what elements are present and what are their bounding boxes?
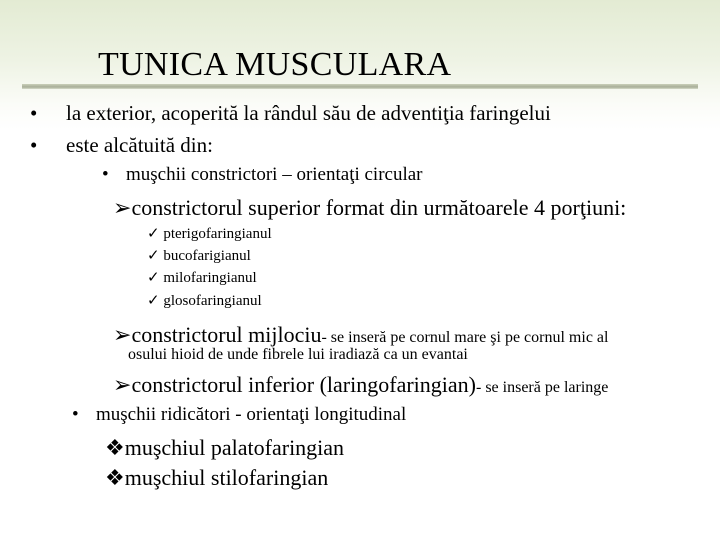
constrictor-inferior-item xyxy=(113,372,608,398)
ridicator-item xyxy=(105,435,344,461)
constrictor-superior-item xyxy=(113,195,626,221)
part-label: milofaringianul xyxy=(163,270,257,286)
bullet-exterior: la exterior, acoperită la rândul său de adventiţia faringelui xyxy=(66,101,551,125)
ridicator-label: muşchiul stilofaringian xyxy=(124,465,329,490)
constrictori-heading: muşchii constrictori – orientaţi circular xyxy=(126,164,423,185)
bullet-icon: • xyxy=(30,133,38,157)
ridicatori-heading: muşchii ridicători - orientaţi longitudinal xyxy=(96,404,407,425)
constrictor-inferior-main: constrictorul inferior (laringofaringian) xyxy=(131,372,476,397)
part-item xyxy=(147,268,257,287)
part-item xyxy=(147,246,251,265)
title-divider xyxy=(22,84,698,89)
arrow-icon: ➢ xyxy=(113,323,132,348)
part-item xyxy=(147,291,262,310)
arrow-icon: ➢ xyxy=(113,373,132,398)
slide-title: TUNICA MUSCULARA xyxy=(98,46,452,83)
constrictor-mijlociu-main: constrictorul mijlociu xyxy=(131,322,322,347)
bullet-icon: • xyxy=(102,164,109,185)
diamond-icon: ❖ xyxy=(105,436,125,461)
part-label: pterigofaringianul xyxy=(163,226,272,242)
constrictor-superior-text: constrictorul superior format din următoarele 4 porţiuni: xyxy=(131,195,627,220)
part-label: bucofarigianul xyxy=(163,248,251,264)
diamond-icon: ❖ xyxy=(105,466,125,491)
check-icon: ✓ xyxy=(147,291,160,309)
check-icon: ✓ xyxy=(147,246,160,264)
bullet-icon: • xyxy=(72,404,79,425)
constrictor-inferior-detail: - se inseră pe laringe xyxy=(475,379,609,396)
part-label: glosofaringianul xyxy=(163,293,262,309)
bullet-icon: • xyxy=(30,101,38,125)
part-item xyxy=(147,224,272,243)
constrictor-mijlociu-continuation: osului hioid de unde fibrele lui iradiază ca un evantai xyxy=(128,346,468,363)
check-icon: ✓ xyxy=(147,224,160,242)
ridicator-label: muşchiul palatofaringian xyxy=(124,435,345,460)
bullet-alcatuita: este alcătuită din: xyxy=(66,133,213,157)
ridicator-item xyxy=(105,465,328,491)
check-icon: ✓ xyxy=(147,268,160,286)
arrow-icon: ➢ xyxy=(113,196,132,221)
constrictor-mijlociu-detail: - se inseră pe cornul mare şi pe cornul mic al xyxy=(321,329,609,346)
constrictor-mijlociu-item xyxy=(113,322,608,348)
